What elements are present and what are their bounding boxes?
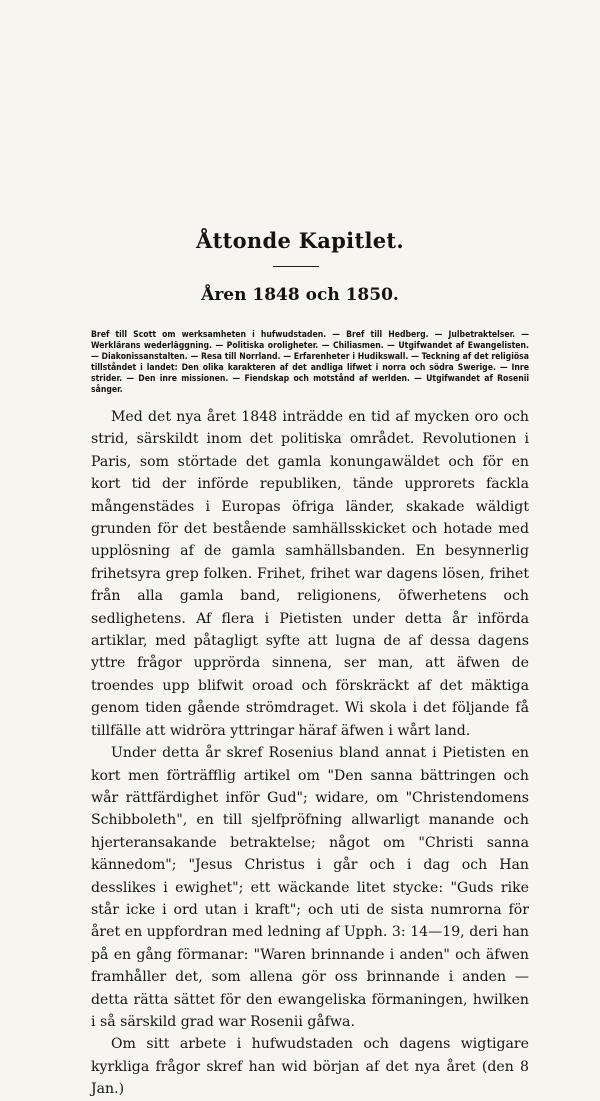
chapter-title: Åttonde Kapitlet. [196,228,404,253]
body-paragraph-3: Om sitt arbete i hufwudstaden och dagens wigtigare kyrkliga frågor skref han wid början af det nya året (den 8 Jan.) [91,1036,529,1098]
title-divider [273,266,319,267]
chapter-subtitle: Åren 1848 och 1850. [201,285,399,305]
body-paragraph-1: Med det nya året 1848 inträdde en tid af mycken oro och strid, särskildt inom det politiska området. Revolutionen i Paris, som störtade det gamla konungawäldet och för en kort tid der införde republiken, tände upprorets fackla mångenstädes i Europas öfriga länder, skakade wäldigt grunden för det bestående samhällsskicket och hotade med upplösning af de gamla samhällsbanden. En besynnerlig frihetsyra grep folken. Frihet, frihet war dagens lösen, frihet från alla gamla band, religionens, öfwerhetens och sedlighetens. Af flera i Pietisten under detta år införda artiklar, med påtagligt syfte att lugna de af dessa dagens yttre frågor upprörda sinnena, ser man, att äfwen de troendes upp blifwit oroad och förskräckt af det mäktiga genom tiden gående strömdraget. Wi skola i det följande få tillfälle att widröra yttringar häraf äfwen i wårt land. [91,409,529,739]
chapter-body [91,406,529,1101]
body-paragraph-2: Under detta år skref Rosenius bland annat i Pietisten en kort men förträfflig artikel om "Den sanna bättringen och wår rättfärdighet inför Gud"; widare, om "Christendomens Schibboleth", en till sjelfpröfning allwarligt manande och hjerteransakande betraktelse; något om "Christi sanna kännedom"; "Jesus Christus i går och i dag och Han desslikes i ewighet"; ett wäckande litet stycke: "Guds rike står icke i ord utan i kraft"; och uti de sista numrorna för året en uppfordran med ledning af Upph. 3: 14—19, deri han på en gång förmanar: "Waren brinnande i anden" och äfwen framhåller det, som allena gör oss brinnande i anden — detta rätta sättet för den ewangeliska förmaningen, hwilken i så särskild grad war Rosenii gåfwa. [91,745,529,1030]
chapter-summary: Bref till Scott om werksamheten i hufwudstaden. — Bref till Hedberg. — Julbetraktelser. — Werklärans wederläggning. — Politiska oroligheter. — Chiliasmen. — Utgifwandet af Ewangelisten. — Diakonissanstalten. — Resa till Norrland. — Erfarenheter i Hudikswall. — Teckning af det religiösa tillståndet i landet: Den olika karakteren af det andliga lifwet i norra och södra Swerige. — Inre strider. — Den inre missionen. — Fiendskap och motstånd af werlden. — Utgifwandet af Rosenii sånger. [91,330,529,395]
